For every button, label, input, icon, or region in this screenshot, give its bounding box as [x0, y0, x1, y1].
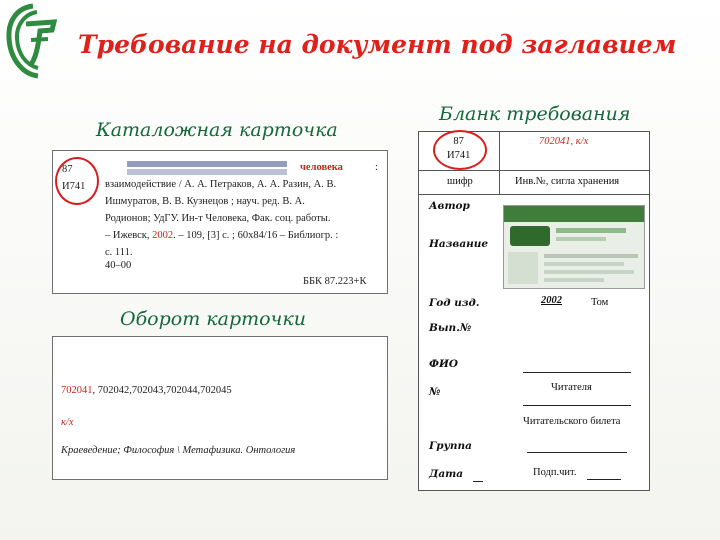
- date-label: Дата: [429, 468, 464, 480]
- library-logo-icon: [4, 2, 62, 80]
- ticket-label: Читательского билета: [523, 416, 621, 427]
- card-colon: :: [375, 162, 378, 173]
- group-line: [527, 452, 627, 453]
- group-label: Группа: [429, 440, 472, 452]
- volume-label: Том: [591, 297, 609, 308]
- year-label: Год изд.: [429, 297, 480, 309]
- inventory-label: Инв.№, сигла хранения: [515, 176, 620, 187]
- catalog-card-heading: Каталожная карточка: [96, 119, 338, 141]
- redacted-title-line: [127, 161, 287, 167]
- cipher-label: шифр: [447, 176, 473, 187]
- card-reverse-heading: Оборот карточки: [120, 308, 306, 330]
- card-title-tail: человека: [300, 162, 343, 173]
- card-bbk: ББК 87.223+К: [303, 276, 367, 287]
- subject-headings: Краеведение; Философия \ Метафизика. Онтология: [61, 445, 296, 456]
- signature-line: [587, 479, 621, 480]
- form-divider: [419, 170, 649, 171]
- storage-code: к/х: [61, 417, 74, 428]
- name-label: Название: [429, 238, 489, 250]
- year-value: 2002: [541, 295, 562, 306]
- request-form: [418, 131, 650, 491]
- reader-label: Читателя: [551, 382, 592, 393]
- fio-line: [523, 372, 631, 373]
- card-shelf-code: 87 И741: [62, 164, 86, 192]
- card-price: 40–00: [105, 260, 132, 271]
- author-label: Автор: [429, 200, 470, 212]
- date-line: [473, 481, 483, 482]
- form-inv-value: 702041, к/х: [539, 136, 589, 147]
- reader-line: [523, 405, 631, 406]
- number-label: №: [429, 386, 441, 398]
- slide-title: Требование на документ под заглавием: [78, 30, 677, 59]
- card-description: взаимодействие / А. А. Петраков, А. А. Разин, А. В. Ишмуратов, В. В. Кузнецов ; науч. ред. В. А. Родионов; УдГУ. Ин-т Человека, Фак. соц. работы. – Ижевск, 2002. – 109, [3] с. ; 60х84/16 – Библиогр. : с. 111.: [105, 179, 339, 258]
- form-shelf-code: 87 И741: [447, 136, 471, 161]
- signature-label: Подп.чит.: [533, 467, 577, 478]
- card-reverse: [52, 336, 388, 480]
- request-form-heading: Бланк требования: [439, 103, 631, 125]
- fio-label: ФИО: [429, 358, 459, 370]
- website-screenshot-thumbnail: [503, 205, 645, 289]
- form-divider: [499, 132, 500, 194]
- redacted-title-line: [127, 169, 287, 175]
- issue-label: Вып.№: [429, 322, 472, 334]
- form-divider: [419, 194, 649, 195]
- inventory-numbers: 702041, 702042,702043,702044,702045: [61, 385, 232, 396]
- catalog-card: [52, 150, 388, 294]
